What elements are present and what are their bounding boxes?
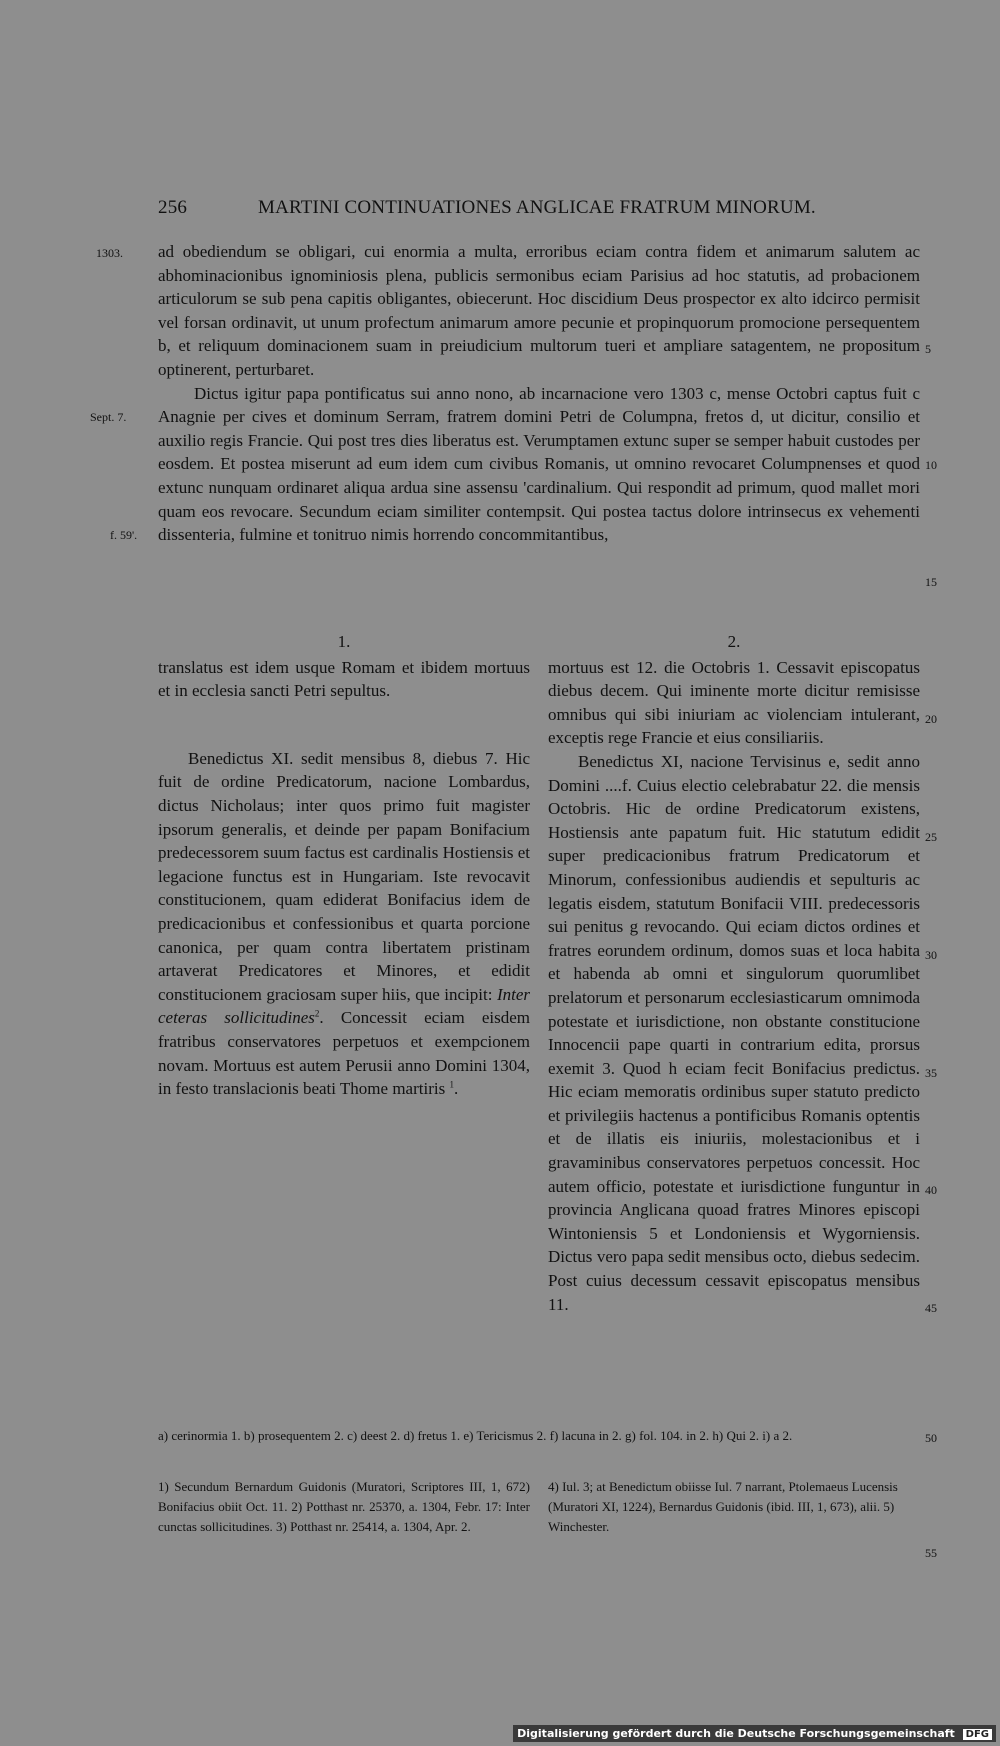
source-footnotes-left: 1) Secundum Bernardum Guidonis (Muratori, Scriptores III, 1, 672) Bonifacius obiit Oct. 11. 2) Potthast nr. 25370, a. 1304, Febr. 17: Inter cunctas sollicitudines. 3) Potthast nr. 25414, a. 1304, Apr. 2. [158, 1479, 530, 1534]
line-number: 15 [925, 575, 937, 589]
column-2 [548, 630, 920, 1316]
paragraph: Dictus igitur papa pontificatus sui anno nono, ab incarnacione vero 1303 c, mense Octobri captus fuit c Anagnie per cives et dominum Serram, fratrem domini Petri de Columpna, fretos d, ut dicitur, consilio et auxilio regis Francie. Qui post tres dies liberatus est. Verumptamen extunc super se semper habuit custodes per eosdem. Et postea miserunt ad eum idem cum civibus Romanis, ut omnino revocaret Columpnenses et quod extunc nunquam ordinaret aliqua ardua sine assensu 'cardinalium. Qui respondit ad primum, quod mallet mori quam eos revocare. Secundum eciam similiter contempsit. Qui postea tactus dolore intrinsecus ex vehementi dissenteria, fulmine et tonitruo nimis horrendo concommitantibus, [158, 383, 920, 545]
paragraph: Benedictus XI. sedit mensibus 8, diebus 7. Hic fuit de ordine Predicatorum, nacione Lombardus, dictus Nicholaus; inter quos primo fuit magister ipsorum generalis, et deinde per papam Bonifacium predecessorem suum factus est cardinalis Hostiensis et legacione functus est in Hungariam. Iste revocavit constitucionem, quam ediderat Bonifacius idem de predicacionibus et confessionibus et quarta porcione canonica, per quam contra libertatem pristinam artaverat Predicatores et Minores, et edidit constitucionem graciosam super hiis, que incipit: Inter ceteras sollicitudines$^2$. Concessit eciam eisdem fratribus conservatores perpetuos et exempcionem novam. Mortuus est autem Perusii anno Domini 1304, in festo translacionis beati Thome martiris $^1$. [158, 748, 531, 1099]
margin-folio: f. 59'. [110, 528, 138, 542]
column-1 [158, 630, 530, 1101]
paragraph: mortuus est 12. die Octobris 1. Cessavit episcopatus diebus decem. Qui iminente morte dicitur remisisse omnibus qui sibi iniuriam ac violenciam intulerant, exceptis rege Francie et eius consiliariis. [548, 657, 920, 748]
column-heading: 2. [727, 632, 741, 651]
line-number: 30 [925, 948, 937, 962]
margin-year: 1303. [96, 246, 123, 260]
line-number: 40 [925, 1183, 937, 1197]
line-number: 25 [925, 830, 937, 844]
paragraph: translatus est idem usque Romam et ibidem mortuus et in ecclesia sancti Petri sepultus. [158, 657, 530, 701]
margin-date: Sept. 7. [90, 410, 127, 424]
main-text [158, 240, 920, 547]
column-heading: 1. [337, 632, 351, 651]
line-number: 45 [925, 1301, 937, 1315]
line-number: 35 [925, 1066, 937, 1080]
line-number: 5 [925, 342, 931, 356]
line-number: 55 [925, 1546, 937, 1560]
source-footnotes-right: 4) Iul. 3; at Benedictum obiisse Iul. 7 narrant, Ptolemaeus Lucensis (Muratori XI, 1224), Bernardus Guidonis (ibid. III, 1, 673), alii. 5) Winchester. [548, 1479, 898, 1534]
textual-footnotes: a) cerinormia 1. b) prosequentem 2. c) deest 2. d) fretus 1. e) Tericismus 2. f) lacuna in 2. g) fol. 104. in 2. h) Qui 2. i) a 2. [158, 1428, 793, 1443]
paragraph: ad obediendum se obligari, cui enormia a multa, erroribus eciam contra fidem et animarum salutem ac abhominacionibus ignominiosis plena, publicis sermonibus eciam Parisius ad hoc statutis, ad probacionem articulorum se sub pena capitis obligantes, obiecerunt. Hoc discidium Deus prospector ex alto idcirco permisit vel forsan ordinavit, ut unum profectum animarum amore pecunie et propinquorum promocione persequentem b, et reliquum dominacionem suam in preiudicium multorum tueri et ampliare satagentem, ne propositum optinerent, perturbaret. [158, 242, 920, 379]
page-number: 256 [158, 197, 188, 218]
running-title: MARTINI CONTINUATIONES ANGLICAE FRATRUM MINORUM. [258, 197, 816, 218]
line-number: 10 [925, 458, 937, 472]
funding-credit: Digitalisierung gefördert durch die Deutsche Forschungsgemeinschaft DFG [513, 1725, 996, 1742]
line-number: 20 [925, 712, 937, 726]
line-number: 50 [925, 1431, 937, 1445]
dfg-logo: DFG [963, 1729, 992, 1740]
paragraph: Benedictus XI, nacione Tervisinus e, sedit anno Domini ....f. Cuius electio celebrabatur 22. die mensis Octobris. Hic de ordine Predicatorum existens, Hostiensis ante papatum fuit. Hic statutum edidit super predicacionibus fratrum Predicatorum et Minorum, confessionibus audiendis et sepulturis ac legatis eisdem, statutum Bonifacii VIII. predecessoris sui penitus g revocando. Qui eciam dictos ordines et fratres eorundem ordinum, domos suas et loca habita et habenda ab omni et singulorum quorumlibet prelatorum et personarum ecclesiasticarum omnimoda potestate et iurisdictione, non obstante constitucione Innocencii pape quarti in contrarium edita, prorsus exemit 3. Quod h eciam fecit Bonifacius predictus. Hic eciam memoratis ordinibus super statuto predicto et privilegiis hactenus a pontificibus Romanis optentis et de illatis eis iniuriis, molestacionibus et i gravaminibus conservatores perpetuos concessit. Hoc autem officio, potestate et iurisdictione funguntur in provincia Anglicana quoad fratres Minores episcopi Wintoniensis 5 et Londoniensis et Wygorniensis. Dictus vero papa sedit mensibus octo, diebus sedecim. Post cuius decessum cessavit episcopatus mensibus 11. [548, 751, 920, 1314]
incipit: Inter ceteras sollicitudines [158, 984, 530, 1028]
